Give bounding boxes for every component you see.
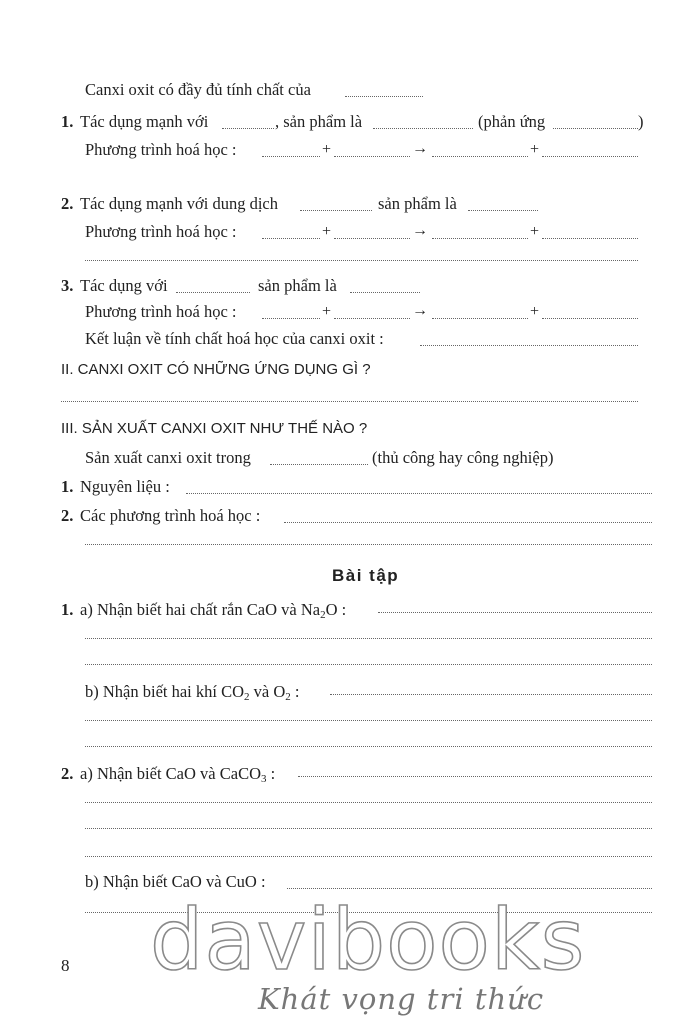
blank-line (85, 260, 638, 261)
blank-line (85, 802, 652, 803)
arrow-symbol: → (412, 222, 428, 239)
equations-number: 2. (61, 506, 74, 525)
blank-line (350, 292, 420, 293)
blank-line (432, 156, 528, 157)
blank-line (334, 318, 410, 319)
exercise-title: Bài tập (332, 566, 400, 585)
blank-line (542, 318, 638, 319)
exercise-1-number: 1. (61, 600, 74, 619)
equation-label: Phương trình hoá học : (85, 140, 237, 159)
blank-line (378, 612, 652, 613)
blank-line (85, 746, 652, 747)
blank-line (542, 156, 638, 157)
exercise-1a-text: a) Nhận biết hai chất rắn CaO và $Na_2O$ : (80, 600, 347, 621)
plus-sign: + (322, 141, 332, 158)
blank-line (262, 238, 320, 239)
blank-line (85, 828, 652, 829)
item-1-text-a: Tác dụng mạnh với (80, 112, 209, 131)
plus-sign: + (322, 303, 332, 320)
equation-label: Phương trình hoá học : (85, 302, 237, 321)
blank-line (61, 401, 638, 402)
blank-line (85, 544, 652, 545)
blank-line (222, 128, 274, 129)
blank-line (345, 96, 423, 97)
blank-line (186, 493, 652, 494)
exercise-1b-text: b) Nhận biết hai khí $CO_2$ và $O_2$ : (85, 682, 300, 703)
blank-line (420, 345, 638, 346)
blank-line (542, 238, 638, 239)
watermark-brand: davibooks (150, 891, 586, 989)
item-1-text-c: (phản ứng (478, 112, 546, 131)
equation-label: Phương trình hoá học : (85, 222, 237, 241)
blank-line (373, 128, 473, 129)
production-text-a: Sản xuất canxi oxit trong (85, 448, 251, 467)
section-2-heading: II. CANXI OXIT CÓ NHỮNG ỨNG DỤNG GÌ ? (61, 361, 371, 378)
section-3-heading: III. SẢN XUẤT CANXI OXIT NHƯ THẾ NÀO ? (61, 420, 368, 437)
blank-line (262, 156, 320, 157)
item-2-text-a: Tác dụng mạnh với dung dịch (80, 194, 278, 213)
blank-line (468, 210, 538, 211)
item-3-number: 3. (61, 276, 74, 295)
plus-sign: + (322, 223, 332, 240)
blank-line (287, 888, 652, 889)
blank-line (85, 664, 652, 665)
arrow-symbol: → (412, 140, 428, 157)
blank-line (432, 238, 528, 239)
blank-line (85, 720, 652, 721)
item-2-number: 2. (61, 194, 74, 213)
item-3-text-a: Tác dụng với (80, 276, 168, 295)
blank-line (262, 318, 320, 319)
plus-sign: + (530, 223, 540, 240)
item-2-text-b: sản phẩm là (378, 194, 457, 213)
item-1-text-b: , sản phẩm là (275, 112, 363, 131)
materials-number: 1. (61, 477, 74, 496)
plus-sign: + (530, 303, 540, 320)
blank-line (85, 856, 652, 857)
item-1-number: 1. (61, 112, 74, 131)
materials-label: Nguyên liệu : (80, 477, 170, 496)
blank-line (298, 776, 652, 777)
item-3-text-b: sản phẩm là (258, 276, 337, 295)
blank-line (334, 238, 410, 239)
blank-line (85, 638, 652, 639)
blank-line (553, 128, 638, 129)
blank-line (176, 292, 250, 293)
page-number: 8 (61, 956, 70, 975)
blank-line (330, 694, 652, 695)
exercise-2-number: 2. (61, 764, 74, 783)
blank-line (300, 210, 372, 211)
intro-text: Canxi oxit có đầy đủ tính chất của (85, 80, 311, 99)
exercise-2a-text: a) Nhận biết CaO và CaCO$_3$ : (80, 764, 276, 785)
exercise-2b-text: b) Nhận biết CaO và CuO : (85, 872, 266, 891)
blank-line (432, 318, 528, 319)
conclusion-text: Kết luận về tính chất hoá học của canxi oxit : (85, 329, 384, 348)
production-text-b: (thủ công hay công nghiệp) (372, 448, 554, 467)
blank-line (270, 464, 368, 465)
blank-line (284, 522, 652, 523)
blank-line (334, 156, 410, 157)
plus-sign: + (530, 141, 540, 158)
arrow-symbol: → (412, 302, 428, 319)
equations-label: Các phương trình hoá học : (80, 506, 261, 525)
watermark-slogan: Khát vọng tri thức (258, 982, 545, 1016)
item-1-text-d: ) (638, 112, 644, 131)
